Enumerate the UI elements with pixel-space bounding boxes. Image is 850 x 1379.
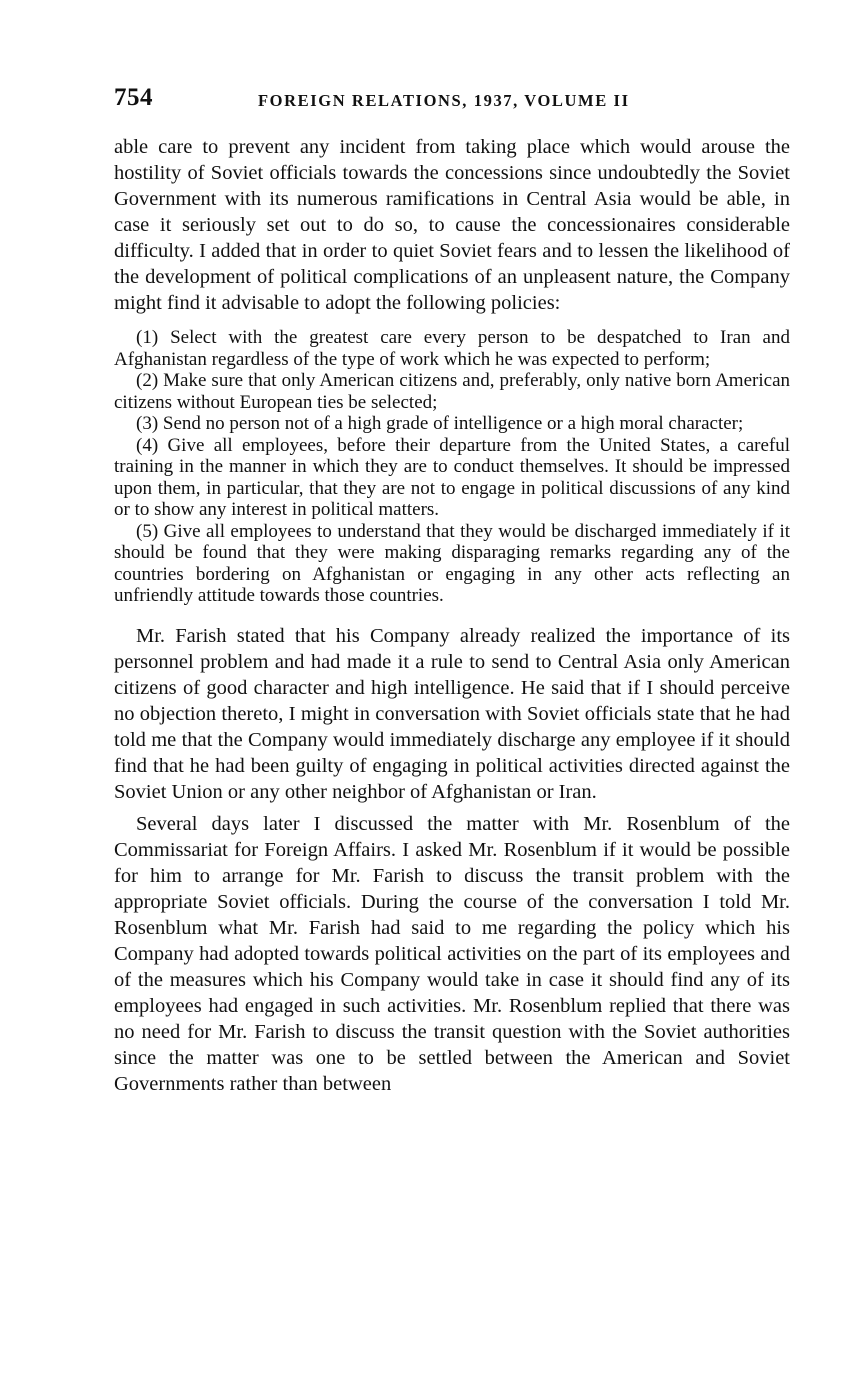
running-head: [114, 84, 790, 116]
rosenblum-paragraph: Several days later I discussed the matter with Mr. Rosenblum of the Commissariat for Foreign Affairs. I asked Mr. Rosenblum if it would be possible for him to arrange for Mr. Farish to discuss the transit problem with the appropriate Soviet officials. During the course of the conversation I told Mr. Rosenblum what Mr. Farish had said to me regarding the policy which his Company had adopted towards political activities on the part of its employees and of the measures which his Company would take in case it should find any of its employees had engaged in such activities. Mr. Rosenblum replied that there was no need for Mr. Farish to discuss the transit question with the Soviet authorities since the matter was one to be settled between the American and Soviet Governments rather than between: [114, 812, 790, 1095]
page-number: 754: [114, 84, 153, 111]
running-title: FOREIGN RELATIONS, 1937, VOLUME II: [258, 91, 630, 110]
policy-item-1: (1) Select with the greatest care every person to be despatched to Iran and Afghanistan regardless of the type of work which he was expected to perform;: [114, 327, 790, 370]
document-page: [114, 84, 790, 1097]
policy-item-3: (3) Send no person not of a high grade of intelligence or a high moral character;: [136, 413, 744, 434]
farish-paragraph: Mr. Farish stated that his Company already realized the importance of its personnel problem and had made it a rule to send to Central Asia only American citizens of good character and high intelligence. He said that if I should perceive no objection thereto, I might in conversation with Soviet officials state that he had told me that the Company would immediately discharge any employee if it should find that he had been guilty of engaging in political activities directed against the Soviet Union or any other neighbor of Afghanistan or Iran.: [114, 624, 790, 803]
policy-item-5: (5) Give all employees to understand that they would be discharged immediately if it should be found that they were making disparaging remarks regarding any of the countries bordering on Afghanistan or engaging in any other acts reflecting an unfriendly attitude towards those countries.: [114, 520, 790, 606]
intro-paragraph: able care to prevent any incident from taking place which would arouse the hostility of Soviet officials towards the concessions since undoubtedly the Soviet Government with its numerous ramifications in Central Asia would be able, in case it seriously set out to do so, to cause the concessionaires considerable difficulty. I added that in order to quiet Soviet fears and to lessen the likelihood of the development of political complications of an unpleasent nature, the Company might find it advisable to adopt the following policies:: [114, 136, 790, 314]
policy-item-4: (4) Give all employees, before their departure from the United States, a careful training in the manner in which they are to conduct themselves. It should be impressed upon them, in particular, that they are not to engage in political discussions of any kind or to show any interest in political matters.: [114, 434, 790, 520]
policy-item-2: (2) Make sure that only American citizens and, preferably, only native born American citizens without European ties be selected;: [114, 370, 790, 413]
policy-list: [114, 327, 790, 607]
